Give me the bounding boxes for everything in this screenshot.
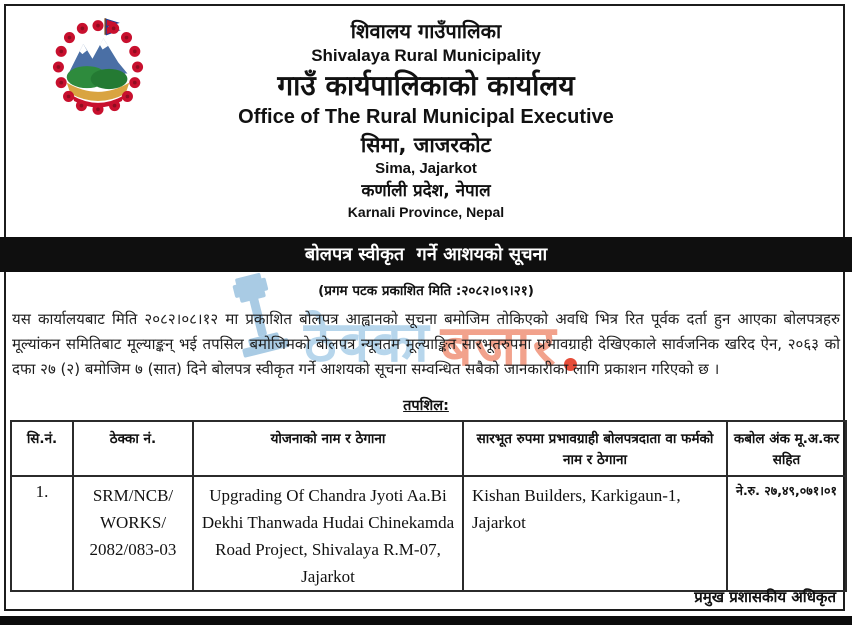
table-row: [11, 476, 846, 591]
signature-title: प्रमुख प्रशासकीय अधिकृत: [694, 588, 836, 606]
header-quoted-amount: कबोल अंक मू.अ.कर सहित: [727, 421, 846, 476]
published-date-line: (प्रगम पटक प्रकाशित मिति :२०८२।०९।२१): [318, 283, 534, 299]
province-nepali: कर्णाली प्रदेश, नेपाल: [361, 181, 491, 201]
watermark-text-thekka: ठेक्का: [304, 310, 431, 375]
header-bidder-name: सारभूत रुपमा प्रभावग्राही बोलपत्रदाता वा फर्मको नाम र ठेगाना: [463, 421, 727, 476]
cell-contract-no: SRM/NCB/ WORKS/ 2082/083-03: [73, 476, 193, 591]
notice-title-banner: बोलपत्र स्वीकृत गर्ने आशयको सूचना: [0, 237, 852, 272]
org-name-nepali: शिवालय गाउँपालिका: [350, 19, 502, 43]
tender-table: [10, 420, 847, 592]
office-name-english: Office of The Rural Municipal Executive: [238, 106, 614, 128]
office-name-nepali: गाउँ कार्यपालिकाको कार्यालय: [277, 69, 575, 102]
header-project-name: योजनाको नाम र ठेगाना: [193, 421, 463, 476]
cell-bidder-name: Kishan Builders, Karkigaun-1, Jajarkot: [463, 476, 727, 591]
address-nepali: सिमा, जाजरकोट: [360, 133, 492, 157]
bottom-black-strip: [0, 616, 852, 625]
header-serial-no: सि.नं.: [11, 421, 73, 476]
table-header-row: [11, 421, 846, 476]
org-name-english: Shivalaya Rural Municipality: [311, 46, 541, 65]
cell-serial-no: 1.: [11, 476, 73, 591]
letterhead: [0, 18, 852, 221]
address-english: Sima, Jajarkot: [375, 160, 477, 177]
details-label: तपशिल:: [403, 398, 449, 414]
watermark-text-bazar: बजार: [440, 314, 558, 379]
cell-project-name: Upgrading Of Chandra Jyoti Aa.Bi Dekhi Thanwada Hudai Chinekamda Road Project, Shivalaya R.M-07, Jajarkot: [193, 476, 463, 591]
header-contract-no: ठेक्का नं.: [73, 421, 193, 476]
notice-body-paragraph: यस कार्यालयबाट मिति २०८२।०८।१२ मा प्रकाशित बोलपत्र आह्वानको सूचना बमोजिम तोकिएको अवधि भित्र रित पूर्वक दर्ता हुन आएका बोलपत्रहरु मूल्यांकन समितिबाट मूल्याङ्कन् भई तपसिल बमोजिमको बोलपत्र न्यूनतम मूल्याङ्कित सारभूतरुपमा प्रभावग्राही देखिएकाले सार्वजनिक खरिद ऐन, २०६३ को दफा २७ (२) बमोजिम ७ (सात) दिने बोलपत्र स्वीकृत गर्ने आशयको सूचना सम्वन्धित सबैको जानकारीका लागि प्रकाशन गरिएको छ ।: [12, 310, 840, 378]
province-english: Karnali Province, Nepal: [347, 204, 505, 220]
cell-quoted-amount: ने.रु. २७,४९,०७१।०१: [727, 476, 846, 591]
